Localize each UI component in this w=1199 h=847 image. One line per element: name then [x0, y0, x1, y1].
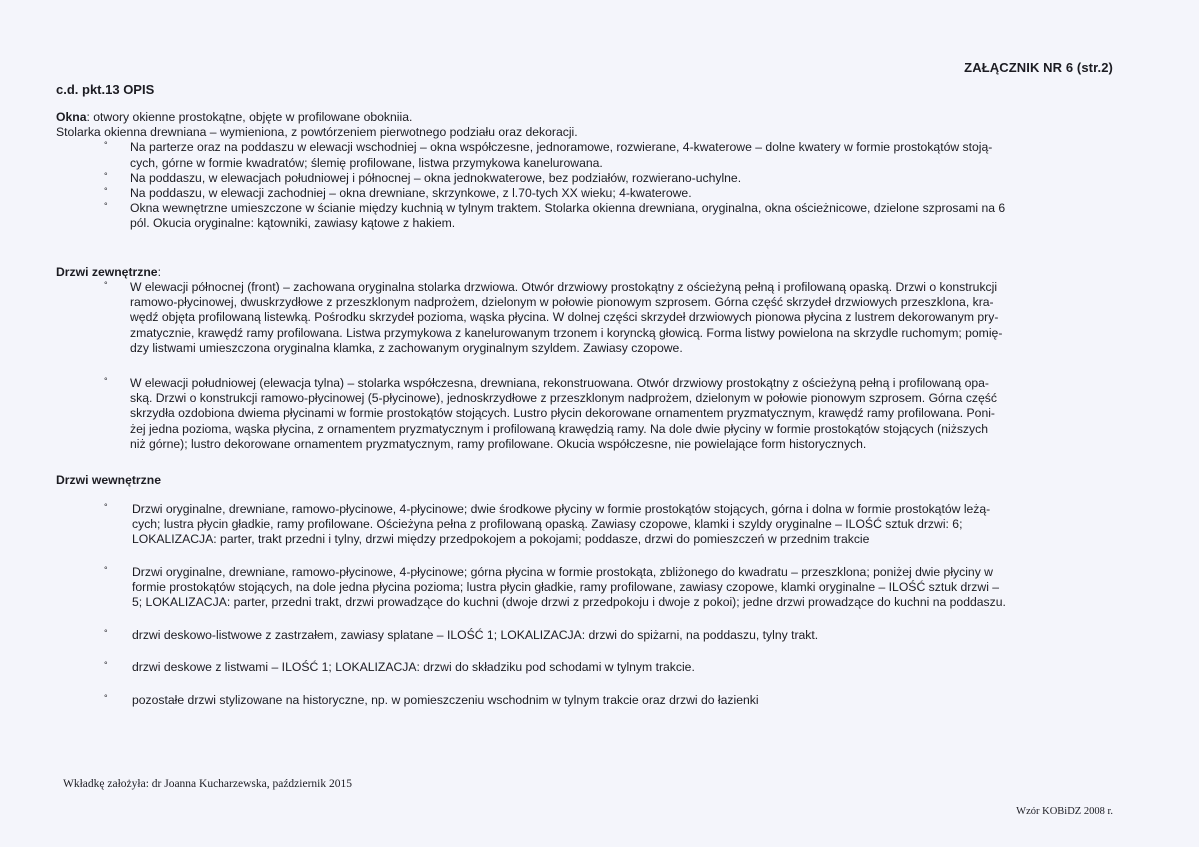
windows-list [56, 140, 1116, 231]
external-doors-title: Drzwi zewnętrzne [56, 265, 158, 279]
list-item [56, 376, 1116, 452]
bullet-icon: ° [104, 628, 108, 638]
list-item [56, 502, 1116, 548]
internal-doors-heading: Drzwi wewnętrzne [56, 473, 161, 487]
list-item-line: pozostałe drzwi stylizowane na historyczne, np. w pomieszczeniu wschodnim w tylnym trakcie oraz drzwi do łazienki [132, 693, 759, 707]
list-item-line: skrzydła ozdobiona dwiema płycinami w formie prostokątów stojących. Lustro płycin dekorowane ornamentem pryzmatycznym, krawędź ramy profilowana. Poni- [130, 406, 995, 421]
list-item-line: Drzwi oryginalne, drewniane, ramowo-płycinowe, 4-płycinowe; dwie środkowe płyciny w formie prostokątów stojących, górna i dolna w formie prostokątów leżą- [132, 502, 991, 516]
windows-joinery-line: Stolarka okienna drewniana – wymieniona, z powtórzeniem pierwotnego podziału oraz dekoracji. [56, 125, 578, 140]
list-item-line: LOKALIZACJA: parter, trakt przedni i tylny, drzwi między przedpokojem a pokojami; poddasze, drzwi do pomieszczeń w przednim trakcie [132, 532, 870, 547]
list-item-line: cych, górne w formie kwadratów; ślemię profilowane, listwa przymykowa kanelurowana. [130, 155, 603, 170]
list-item-line: ską. Drzwi o konstrukcji ramowo-płycinowej (5-płycinowe), jednoskrzydłowe z przeszklonym nadprożem, dzielonym w połowie pionowym szprosem. Górna część [130, 391, 997, 406]
windows-intro-text: : otwory okienne prostokątne, objęte w profilowane obokniia. [86, 110, 413, 124]
list-item [56, 628, 1116, 643]
internal-doors-list [56, 660, 1116, 675]
bullet-icon: ° [104, 186, 108, 197]
list-item [56, 693, 1116, 708]
windows-label: Okna [56, 110, 87, 124]
internal-doors-list [56, 565, 1116, 611]
internal-doors-list [56, 693, 1116, 708]
list-item-line: cych; lustra płycin gładkie, ramy profilowane. Ościeżyna pełna z profilowaną opaską. Zawiasy czopowe, klamki i szyldy oryginalne – ILOŚĆ sztuk drzwi: 6; [132, 517, 963, 532]
bullet-icon: ° [104, 502, 108, 512]
list-item-line: niż górne); lustro dekorowane ornamentem pryzmatycznym, ramy profilowane. Okucia współczesne, nie powielające form historycznych. [130, 436, 867, 451]
footer-form-id: Wzór KOBiDZ 2008 r. [1016, 806, 1113, 817]
list-item [56, 171, 1116, 186]
list-item-line: drzwi deskowe z listwami – ILOŚĆ 1; LOKALIZACJA: drzwi do składziku pod schodami w tylnym trakcie. [132, 660, 695, 674]
external-doors-list [56, 376, 1116, 452]
external-door-north [56, 280, 1116, 356]
bullet-icon: ° [104, 565, 108, 575]
bullet-icon: ° [104, 693, 108, 703]
internal-door-type-4 [56, 660, 1116, 675]
list-item-line: dzy listwami umieszczona oryginalna klamka, z zachowanym oryginalnym szyldem. Zawiasy czopowe. [130, 340, 683, 355]
internal-door-type-5 [56, 693, 1116, 708]
list-item-line: Okna wewnętrzne umieszczone w ścianie między kuchnią w tylnym traktem. Stolarka okienna drewniana, oryginalna, okna ościeżnicowe, dzielone szprosami na 6 [130, 201, 1006, 216]
list-item-line: Na poddaszu, w elewacji zachodniej – okna drewniane, skrzynkowe, z l.70-tych XX wieku; 4-kwaterowe. [130, 186, 692, 201]
external-doors-colon: : [157, 265, 161, 279]
windows-intro [56, 110, 1116, 125]
list-item-line: 5; LOKALIZACJA: parter, przedni trakt, drzwi prowadzące do kuchni (dwoje drzwi z przedpokoju i dwoje z pokoi); jedne drzwi prowadzące do kuchni na poddaszu. [132, 595, 1006, 610]
list-item-line: W elewacji północnej (front) – zachowana oryginalna stolarka drzwiowa. Otwór drzwiowy prostokątny z ościeżyną pełną i profilowaną opaską. Drzwi o konstrukcji [130, 280, 998, 294]
windows-section [56, 110, 1116, 232]
external-door-south [56, 376, 1116, 452]
internal-doors-list [56, 502, 1116, 548]
external-doors-list [56, 280, 1116, 356]
list-item [56, 140, 1116, 170]
list-item [56, 565, 1116, 611]
external-doors-heading [56, 265, 161, 279]
internal-door-type-1 [56, 502, 1116, 548]
list-item-line: Na poddaszu, w elewacjach południowej i północnej – okna jednokwaterowe, bez podziałów, rozwierano-uchylne. [130, 170, 742, 185]
list-item-line: pól. Okucia oryginalne: kątowniki, zawiasy kątowe z hakiem. [130, 216, 456, 231]
list-item [56, 660, 1116, 675]
list-item-line: W elewacji południowej (elewacja tylna) – stolarka współczesna, drewniana, rekonstruowana. Otwór drzwiowy prostokątny z ościeżyną pełną i profilowaną opa- [130, 376, 989, 390]
list-item-line: wędź objęta profilowaną listewką. Pośrodku skrzydeł pozioma, wąska płycina. W dolnej części skrzydeł drzwiowych pionowa płycina z lustrem dekorowanym pry- [130, 310, 999, 325]
list-item-line: żej jedna pozioma, wąska płycina, z ornamentem pryzmatycznym i profilowaną krawędzią ramy. Na dole dwie płyciny w formie prostokątów stojących (niższych [130, 421, 988, 436]
bullet-icon: ° [104, 140, 108, 151]
list-item [56, 280, 1116, 356]
internal-door-type-2 [56, 565, 1116, 611]
bullet-icon: ° [104, 170, 108, 181]
bullet-icon: ° [104, 280, 108, 290]
list-item-line: formie prostokątów stojących, na dole jedna płycina pozioma; lustra płycin gładkie, ramy profilowane, zawiasy czopowe, klamki oryginalne – ILOŚĆ sztuk drzwi – [132, 580, 1000, 595]
list-item [56, 186, 1116, 201]
annex-label: ZAŁĄCZNIK NR 6 (str.2) [964, 60, 1113, 75]
bullet-icon: ° [104, 376, 108, 386]
bullet-icon: ° [104, 660, 108, 670]
list-item [56, 201, 1116, 231]
section-heading: c.d. pkt.13 OPIS [56, 82, 155, 97]
list-item-line: ramowo-płycinowej, dwuskrzydłowe z przeszklonym nadprożem, dzielonym w połowie pionowym szprosem. Górna część skrzydeł drzwiowych przeszklona, kra- [130, 295, 994, 310]
internal-doors-list [56, 628, 1116, 643]
bullet-icon: ° [104, 201, 108, 212]
footer-author: Wkładkę założyła: dr Joanna Kucharzewska, październik 2015 [63, 778, 352, 790]
internal-door-type-3 [56, 628, 1116, 643]
list-item-line: zmatycznie, krawędź ramy profilowana. Listwa przymykowa z kanelurowanym trzonem i koryncką głowicą. Forma listwy powielona na skrzydle ruchomym; pomię- [130, 325, 1003, 340]
list-item-line: Na parterze oraz na poddaszu w elewacji wschodniej – okna współczesne, jednoramowe, rozwierane, 4-kwaterowe – dolne kwatery w formie prostokątów stoją- [130, 140, 993, 155]
list-item-line: drzwi deskowo-listwowe z zastrzałem, zawiasy splatane – ILOŚĆ 1; LOKALIZACJA: drzwi do spiżarni, na poddaszu, tylny trakt. [132, 628, 819, 642]
list-item-line: Drzwi oryginalne, drewniane, ramowo-płycinowe, 4-płycinowe; górna płycina w formie prostokąta, zbliżonego do kwadratu – przeszklona; poniżej dwie płyciny w [132, 565, 993, 579]
